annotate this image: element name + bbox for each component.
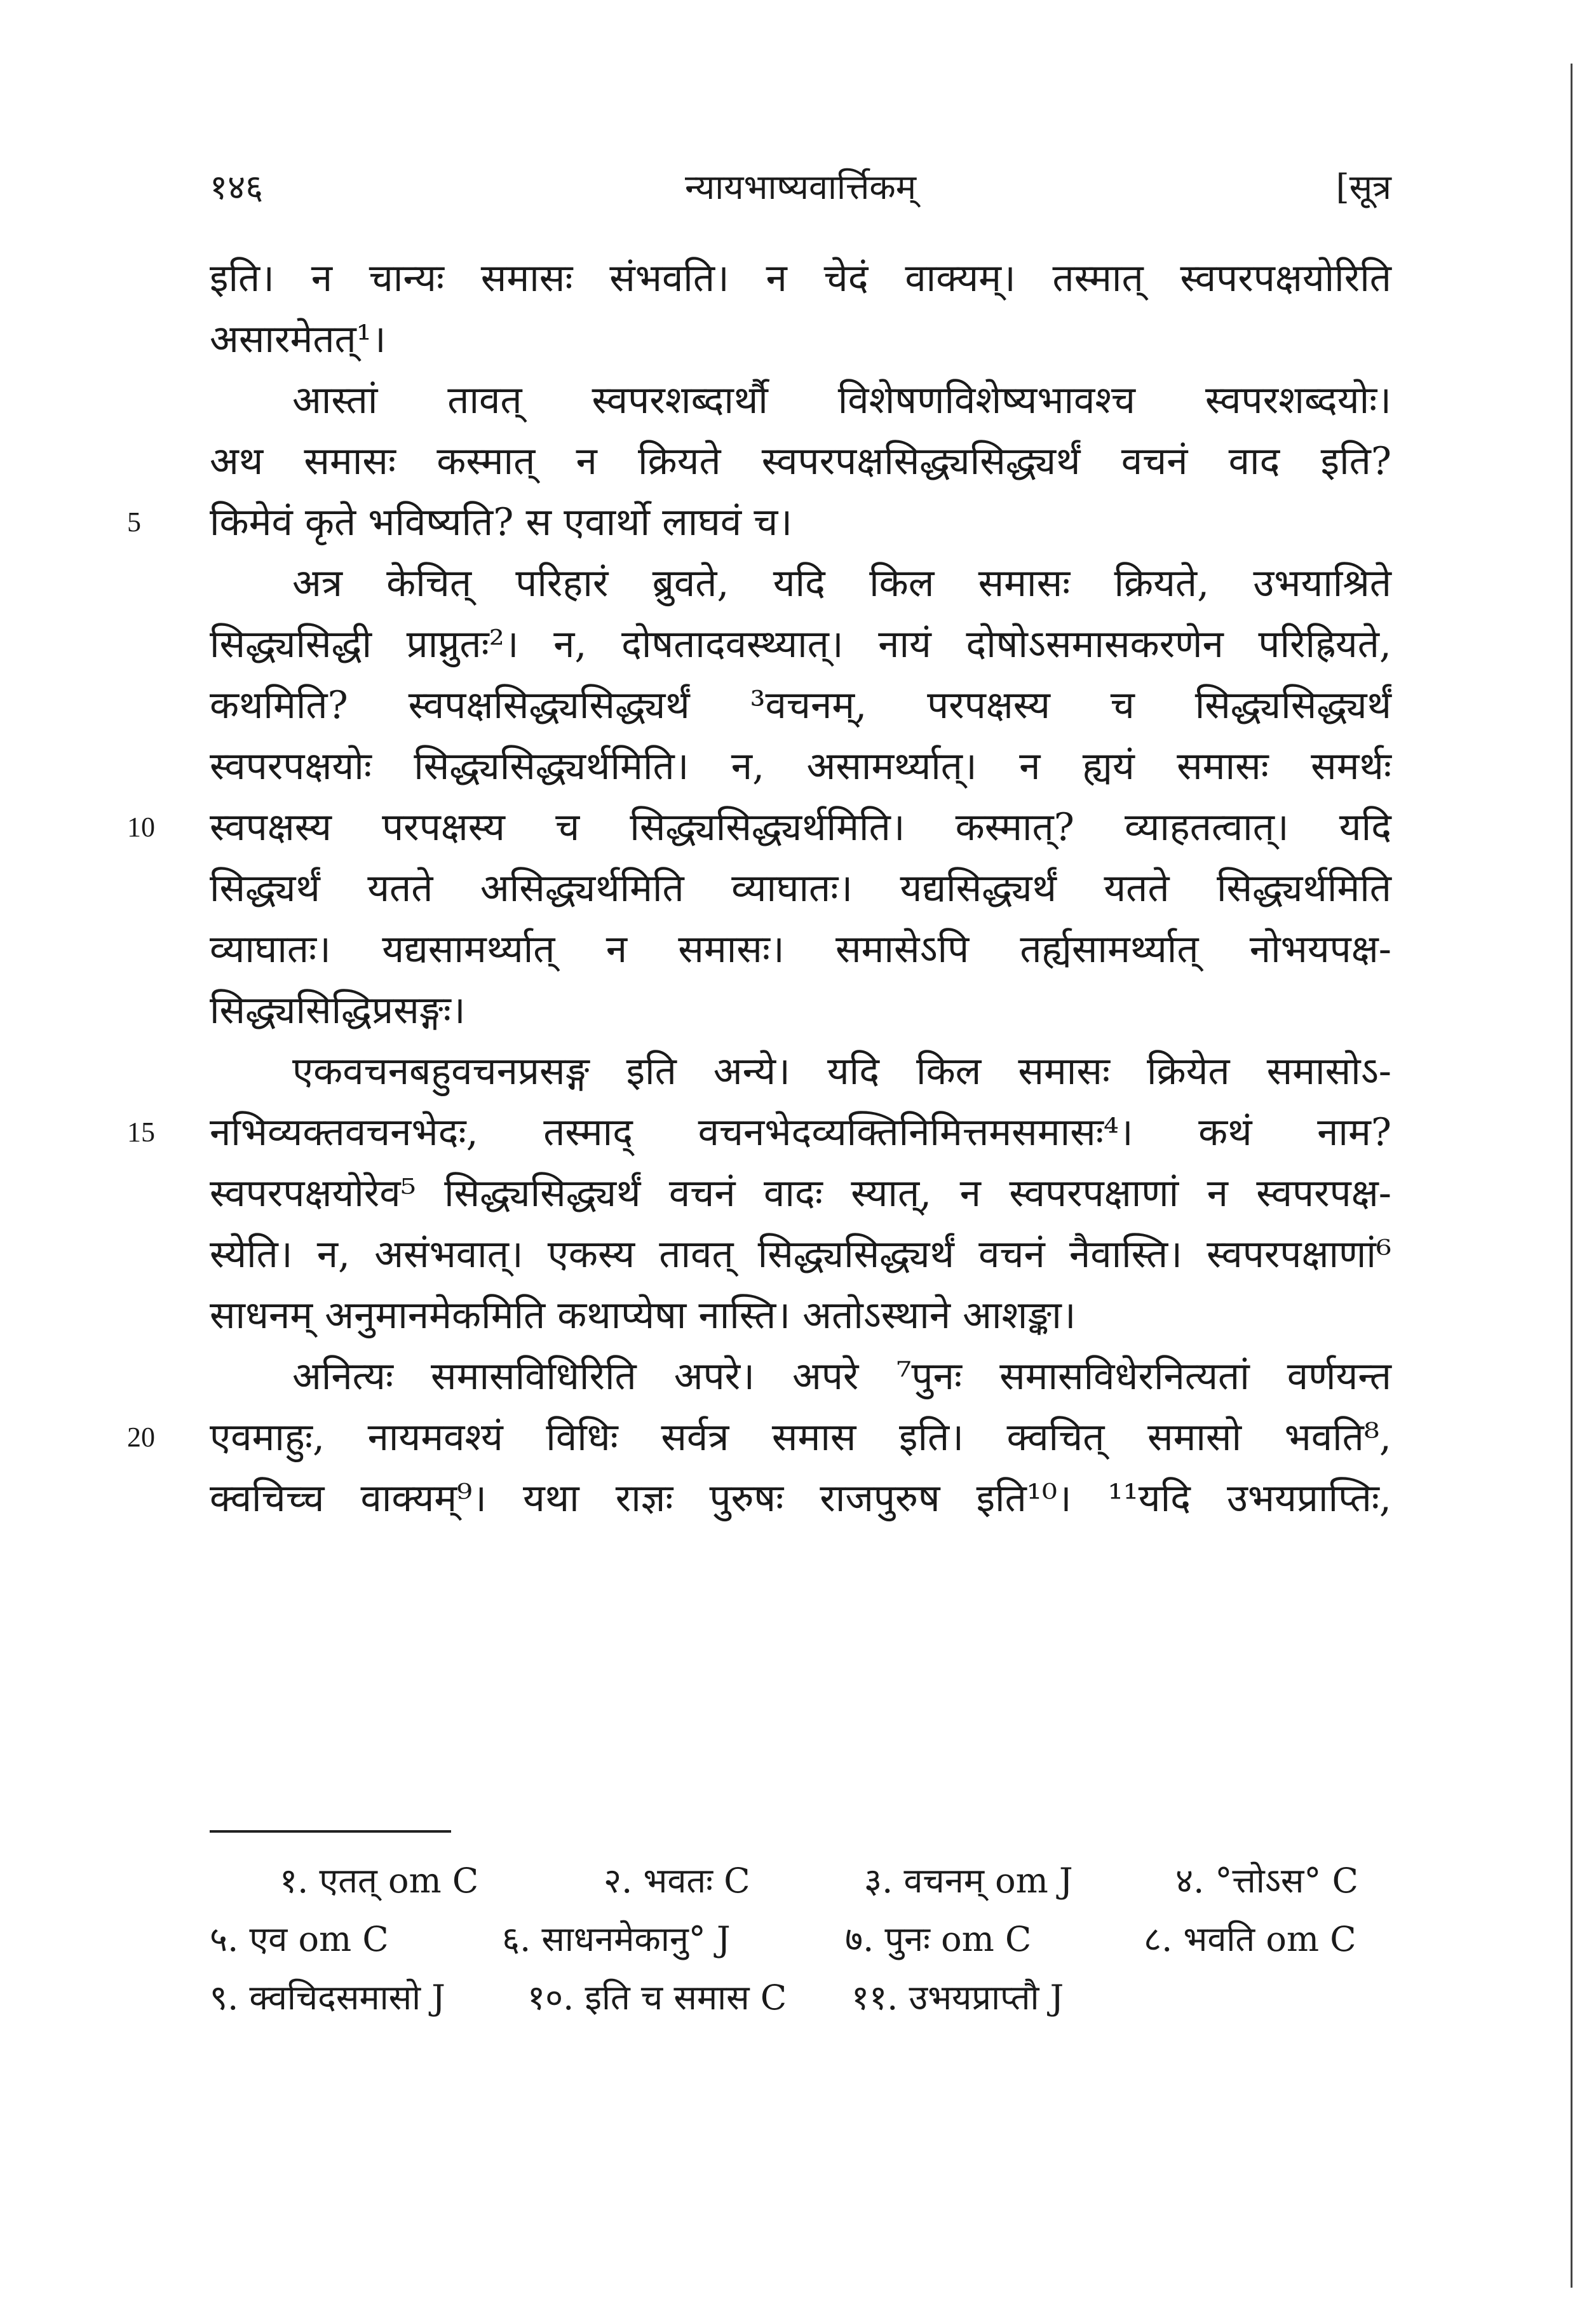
text-line: स्येति। न, असंभवात्। एकस्य तावत् सिद्ध्यसिद्ध्यर्थं वचनं नैवास्ति। स्वपरपक्षाणां⁶ [210,1232,1391,1277]
text-line: 15 नभिव्यक्तवचनभेदः, तस्माद् वचनभेदव्यक्तिनिमित्तमसमासः⁴। कथं नाम? [210,1102,1391,1163]
text-line: 10 स्वपक्षस्य परपक्षस्य च सिद्ध्यसिद्ध्यर्थमिति। कस्मात्? व्याहतत्वात्। यदि [210,797,1391,858]
text-line: 5 किमेवं कृते भविष्यति? स एवार्थो लाघवं च। [210,492,1391,553]
running-title: न्यायभाष्यवार्त्तिकम् [684,167,917,207]
main-text [127,248,1391,1529]
text-line: एकवचनबहुवचनप्रसङ्ग इति अन्ये। यदि किल समासः क्रियेत समासोऽ- [292,1049,1391,1094]
footnote: ७. पुनः om C [845,1919,1032,1959]
text-line: साधनम् अनुमानमेकमिति कथाप्येषा नास्ति। अतोऽस्थाने आशङ्का। [210,1293,1076,1338]
line-number: 20 [127,1422,155,1453]
footnote-row [210,1972,1391,2031]
footnote: २. भवतः C [604,1861,750,1901]
footnote-row [210,1856,1391,1914]
text-line: सिद्ध्यर्थं यतते असिद्ध्यर्थमिति व्याघातः। यद्यसिद्ध्यर्थं यतते सिद्ध्यर्थमिति [210,866,1391,911]
text-line: अनित्यः समासविधिरिति अपरे। अपरे ⁷पुनः समासविधेरनित्यतां वर्णयन्त [292,1354,1391,1399]
footnote: ११. उभयप्राप्तौ J [851,1978,1064,2018]
page-header [210,162,1391,213]
footnote: ९. क्वचिदसमासो J [210,1978,445,2018]
text-line: क्वचिच्च वाक्यम्⁹। यथा राज्ञः पुरुषः राजपुरुष इति¹⁰। ¹¹यदि उभयप्राप्तिः, [210,1476,1391,1521]
text-line: व्याघातः। यद्यसामर्थ्यात् न समासः। समासेऽपि तर्ह्यसामर्थ्यात् नोभयपक्ष- [210,927,1391,972]
text-line: असारमेतत्¹। [210,317,386,362]
footnote: ४. °त्तोऽस° C [1175,1861,1358,1901]
footnote: ८. भवति om C [1144,1919,1356,1959]
text-line: अत्र केचित् परिहारं ब्रुवते, यदि किल समासः क्रियते, उभयाश्रिते [292,561,1391,606]
text-line: आस्तां तावत् स्वपरशब्दार्थौ विशेषणविशेष्यभावश्च स्वपरशब्दयोः। [292,378,1391,423]
text-line: अथ समासः कस्मात् न क्रियते स्वपरपक्षसिद्ध्यसिद्ध्यर्थं वचनं वाद इति? [210,439,1391,484]
page-number: १४६ [210,167,264,207]
text-line: सिद्ध्यसिद्धिप्रसङ्गः। [210,988,466,1033]
footnote-row [210,1914,1391,1972]
text-line: सिद्ध्यसिद्धी प्राप्नुतः²। न, दोषतादवस्थ्यात्। नायं दोषोऽसमासकरणेन परिह्रियते, [210,622,1391,667]
line-number: 5 [127,506,141,538]
footnote: ३. वचनम् om J [864,1861,1073,1901]
text-line: कथमिति? स्वपक्षसिद्ध्यसिद्ध्यर्थं ³वचनम्, परपक्षस्य च सिद्ध्यसिद्ध्यर्थं [210,683,1391,728]
line-number: 10 [127,811,155,843]
footnote: १. एतत् om C [280,1861,479,1901]
footnotes [210,1856,1391,2031]
text-line: 20 एवमाहुः, नायमवश्यं विधिः सर्वत्र समास इति। क्वचित् समासो भवति⁸, [210,1407,1391,1468]
text-line: स्वपरपक्षयोः सिद्ध्यसिद्ध्यर्थमिति। न, असामर्थ्यात्। न ह्ययं समासः समर्थः [210,744,1391,789]
line-number: 15 [127,1117,155,1148]
footnote: ५. एव om C [210,1919,389,1959]
binding-edge-line [1571,64,1572,2288]
section-marker: [सूत्र [1336,167,1391,207]
text-line: इति। न चान्यः समासः संभवति। न चेदं वाक्यम्। तस्मात् स्वपरपक्षयोरिति [210,256,1391,301]
footnote: ६. साधनमेकानु° J [502,1919,731,1959]
footnote-rule [210,1830,451,1833]
text-line: स्वपरपक्षयोरेव⁵ सिद्ध्यसिद्ध्यर्थं वचनं वादः स्यात्, न स्वपरपक्षाणां न स्वपरपक्ष- [210,1171,1391,1216]
footnote: १०. इति च समास C [527,1978,787,2018]
